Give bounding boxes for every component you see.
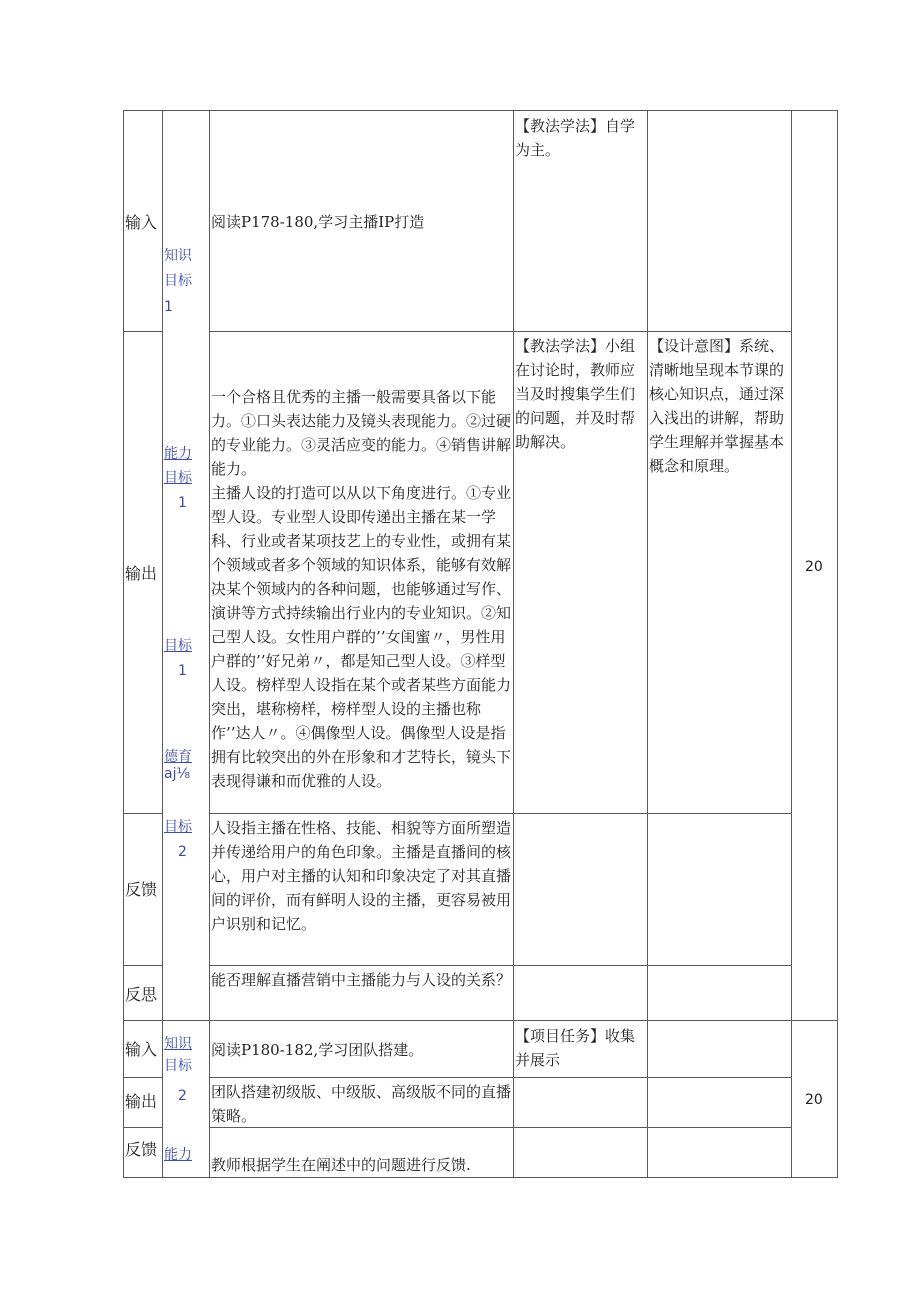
time-block-2: 20	[805, 1092, 823, 1108]
goal-tag: 目标	[164, 1058, 192, 1074]
row-divider	[123, 1077, 162, 1078]
goal-tag: 2	[178, 1088, 187, 1104]
column-divider	[513, 110, 514, 1178]
design-intent-output-1: 【设计意图】系统、清晰地呈现本节课的核心知识点，通过深入浅出的讲解，帮助学生理解并掌握基本概念和原理。	[649, 337, 785, 475]
goal-tag: 1	[178, 495, 187, 511]
goal-tag: 德育	[164, 749, 192, 765]
content-reflect-1: 能否理解直播营销中主播能力与人设的关系？	[211, 971, 512, 989]
goal-tag: 目标	[164, 470, 192, 486]
table-border-bottom	[123, 1177, 838, 1178]
goal-tag: 2	[178, 844, 187, 860]
goal-tag: 知识	[164, 1036, 192, 1052]
content-feedback-1: 人设指主播在性格、技能、相貌等方面所塑造并传递给用户的角色印象。主播是直播间的核心，用户对主播的认知和印象决定了对其直播间的评价，而有鲜明人设的主播，更容易被用户识别和记忆。	[211, 819, 512, 933]
content-output-2: 团队搭建初级版、中级版、高级版不同的直播策略。	[211, 1083, 512, 1125]
stage-output-2: 输出	[125, 1092, 158, 1111]
content-feedback-2: 教师根据学生在阐述中的问题进行反馈.	[211, 1156, 471, 1174]
column-divider	[647, 110, 648, 1178]
stage-input-2: 输入	[125, 1040, 158, 1059]
goal-tag: 知识	[164, 248, 192, 264]
content-output-1-abilities: 一个合格且优秀的主播一般需要具备以下能力。①口头表达能力及镜头表现能力。②过硬的专业能力。③灵活应变的能力。④销售讲解能力。	[211, 388, 512, 478]
stage-feedback-2: 反馈	[125, 1140, 158, 1159]
row-divider	[123, 1020, 838, 1021]
table-border-top	[123, 110, 838, 111]
row-divider	[209, 965, 791, 966]
row-divider	[123, 1127, 162, 1128]
row-divider	[209, 813, 791, 814]
row-divider	[123, 965, 162, 966]
content-input-2: 阅读P180-182,学习团队搭建。	[211, 1041, 424, 1059]
goal-tag: aj⅛	[164, 766, 191, 782]
method-input-1: 【教法学法】自学为主。	[515, 117, 636, 159]
row-divider	[123, 331, 162, 332]
stage-input-1: 输入	[125, 213, 158, 232]
method-output-1: 【教法学法】小组在讨论时，教师应当及时搜集学生们的问题，并及时帮助解决。	[515, 337, 636, 451]
goal-tag: 能力	[164, 1147, 192, 1163]
goal-tag: 目标	[164, 273, 192, 289]
column-divider	[209, 110, 210, 1178]
goal-tag: 1	[164, 299, 173, 315]
column-divider	[162, 110, 163, 1178]
method-input-2: 【项目任务】收集并展示	[515, 1027, 636, 1069]
goal-tag: 目标	[164, 819, 192, 835]
table-border-left	[123, 110, 124, 1178]
row-divider	[209, 1077, 791, 1078]
stage-feedback-1: 反馈	[125, 880, 158, 899]
content-input-1: 阅读P178-180,学习主播IP打造	[211, 213, 425, 231]
column-divider	[791, 110, 792, 1178]
row-divider	[209, 331, 791, 332]
content-output-1-persona: 主播人设的打造可以从以下角度进行。①专业型人设。专业型人设即传递出主播在某一学科、行业或者某项技艺上的专业性，或拥有某个领域或者多个领域的知识体系，能够有效解决某个领域内的各种问题，也能够通过写作、演讲等方式持续输出行业内的专业知识。②知己型人设。女性用户群的’’女闺蜜〃，男性用户群的’’好兄弟〃，都是知己型人设。③样型人设。榜样型人设指在某个或者某些方面能力突出，堪称榜样，榜样型人设的主播也称作’’达人〃。④偶像型人设。偶像型人设是指拥有比较突出的外在形象和才艺特长，镜头下表现得谦和而优雅的人设。	[211, 484, 512, 790]
time-block-1: 20	[805, 559, 823, 575]
goal-tag: 目标	[164, 638, 192, 654]
goal-tag: 能力	[164, 446, 192, 462]
stage-reflect-1: 反思	[125, 985, 158, 1004]
stage-output-1: 输出	[125, 564, 158, 583]
table-border-right	[837, 110, 838, 1178]
goal-tag: 1	[178, 663, 187, 679]
row-divider	[123, 813, 162, 814]
